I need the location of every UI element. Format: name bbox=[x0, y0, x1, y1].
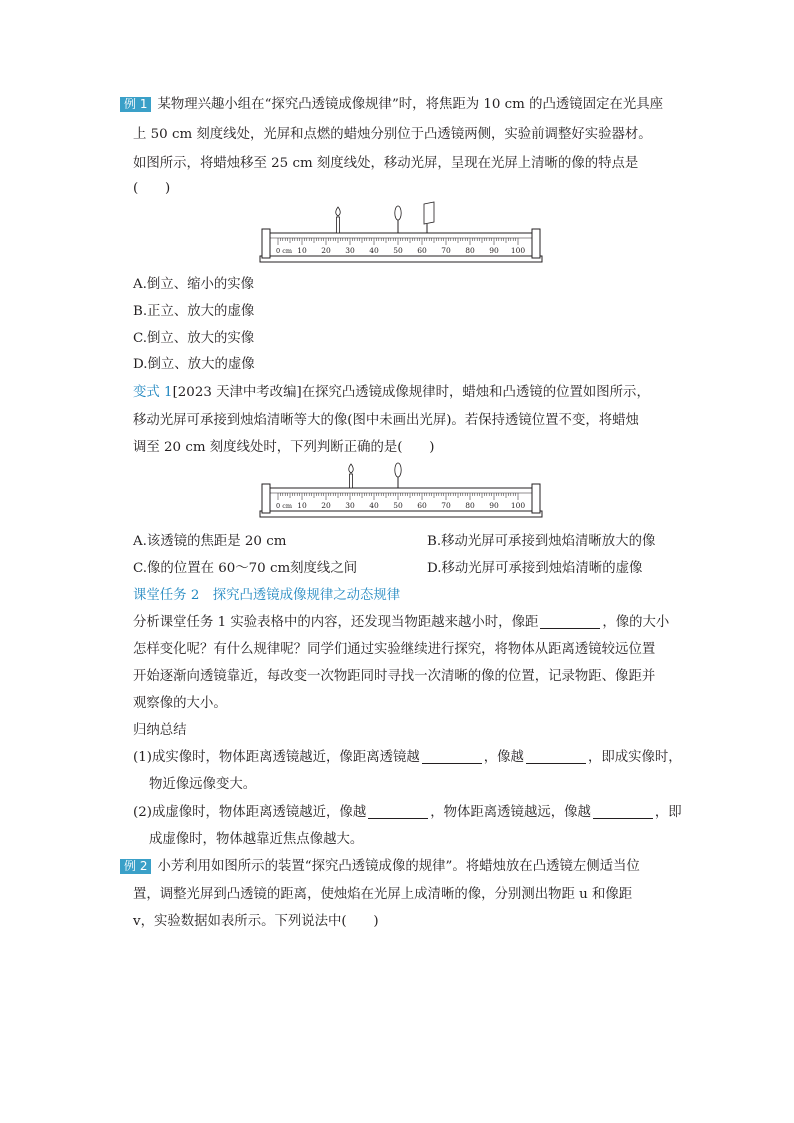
optical-bench-figure-1 bbox=[258, 200, 548, 270]
answer-blank[interactable] bbox=[368, 804, 428, 819]
example2-label: 例 2 bbox=[120, 859, 151, 874]
ruler-tick-label: 0 cm bbox=[276, 247, 293, 255]
ruler-tick-label: 40 bbox=[369, 246, 379, 255]
ruler-tick-label: 20 bbox=[321, 501, 331, 510]
ruler-tick-label: 90 bbox=[489, 501, 499, 510]
ruler-tick-label: 40 bbox=[369, 501, 379, 510]
summary-item-2: (2)成虚像时，物体距离透镜越近，像越 ，物体距离透镜越远，像越 ，即 bbox=[133, 805, 682, 820]
example1-option-d: D.倒立、放大的虚像 bbox=[133, 357, 255, 372]
variant1-line1: 变式 1[2023 天津中考改编]在探究凸透镜成像规律时，蜡烛和凸透镜的位置如图所示， bbox=[133, 385, 650, 400]
example1-label: 例 1 bbox=[120, 97, 151, 112]
convex-lens-icon bbox=[395, 206, 401, 233]
variant1-label: 变式 1 bbox=[133, 385, 173, 400]
light-screen-icon bbox=[424, 202, 434, 233]
example2-line2: 置，调整光屏到凸透镜的距离，使烛焰在光屏上成清晰的像，分别测出物距 u 和像距 bbox=[133, 887, 633, 902]
summary-item-1-cont: 物近像远像变大。 bbox=[149, 777, 257, 792]
ruler-tick-label: 30 bbox=[345, 501, 355, 510]
optical-bench-figure-2 bbox=[258, 460, 548, 524]
ruler-tick-label: 70 bbox=[441, 501, 451, 510]
variant1-option-d: D.移动光屏可承接到烛焰清晰的虚像 bbox=[427, 561, 643, 576]
summary-heading: 归纳总结 bbox=[133, 723, 187, 738]
candle-icon bbox=[349, 464, 354, 488]
task2-paragraph-line2: 怎样变化呢？有什么规律呢？同学们通过实验继续进行探究，将物体从距离透镜较远位置 bbox=[133, 642, 656, 657]
ruler-tick-label: 10 bbox=[297, 246, 307, 255]
example1-line3: 如图所示，将蜡烛移至 25 cm 刻度线处，移动光屏，呈现在光屏上清晰的像的特点是 bbox=[133, 156, 639, 171]
answer-blank[interactable] bbox=[526, 749, 586, 764]
example1-option-b: B.正立、放大的虚像 bbox=[133, 304, 255, 319]
variant1-option-c: C.像的位置在 60～70 cm刻度线之间 bbox=[133, 561, 358, 576]
answer-blank[interactable] bbox=[540, 614, 600, 629]
ruler-tick-label: 100 bbox=[510, 246, 526, 255]
ruler-tick-label: 60 bbox=[417, 246, 427, 255]
ruler-tick-label: 30 bbox=[345, 246, 355, 255]
example1-option-c: C.倒立、放大的实像 bbox=[133, 331, 255, 346]
ruler-tick-label: 80 bbox=[465, 501, 475, 510]
task2-paragraph-line4: 观察像的大小。 bbox=[133, 696, 227, 711]
example2-line1: 例 2 小芳利用如图所示的装置“探究凸透镜成像的规律”。将蜡烛放在凸透镜左侧适当位 bbox=[120, 858, 640, 876]
ruler-tick-label: 50 bbox=[393, 501, 403, 510]
summary-item-2-cont: 成虚像时，物体越靠近焦点像越大。 bbox=[149, 832, 364, 847]
variant1-option-b: B.移动光屏可承接到烛焰清晰放大的像 bbox=[427, 534, 656, 549]
variant1-line2: 移动光屏可承接到烛焰清晰等大的像(图中未画出光屏)。若保持透镜位置不变，将蜡烛 bbox=[133, 413, 639, 428]
example1-line4: ( ) bbox=[133, 181, 171, 196]
task2-paragraph-line1: 分析课堂任务 1 实验表格中的内容，还发现当物距越来越小时，像距 ，像的大小 bbox=[133, 615, 670, 630]
ruler-tick-label: 100 bbox=[510, 501, 526, 510]
task2-paragraph-line3: 开始逐渐向透镜靠近，每改变一次物距同时寻找一次清晰的像的位置，记录物距、像距并 bbox=[133, 669, 656, 684]
variant1-option-a: A.该透镜的焦距是 20 cm bbox=[133, 534, 287, 549]
ruler-tick-label: 60 bbox=[417, 501, 427, 510]
candle-icon bbox=[336, 207, 341, 233]
task2-title: 课堂任务 2 探究凸透镜成像规律之动态规律 bbox=[133, 588, 401, 603]
ruler-tick-label: 10 bbox=[297, 501, 307, 510]
example1-option-a: A.倒立、缩小的实像 bbox=[133, 277, 255, 292]
variant1-line3: 调至 20 cm 刻度线处时，下列判断正确的是( ) bbox=[133, 440, 435, 455]
example1-line2: 上 50 cm 刻度线处，光屏和点燃的蜡烛分别位于凸透镜两侧，实验前调整好实验器材。 bbox=[133, 127, 652, 142]
summary-item-1: (1)成实像时，物体距离透镜越近，像距离透镜越 ，像越 ，即成实像时， bbox=[133, 750, 682, 765]
answer-blank[interactable] bbox=[422, 749, 482, 764]
convex-lens-icon bbox=[395, 463, 401, 488]
example2-line3: v，实验数据如表所示。下列说法中( ) bbox=[133, 914, 379, 929]
example1-line1: 例 1 某物理兴趣小组在“探究凸透镜成像规律”时，将焦距为 10 cm 的凸透镜固定在光具座 bbox=[120, 96, 663, 114]
ruler-tick-label: 90 bbox=[489, 246, 499, 255]
ruler-tick-label: 0 cm bbox=[276, 502, 293, 510]
ruler-tick-label: 20 bbox=[321, 246, 331, 255]
ruler-tick-label: 50 bbox=[393, 246, 403, 255]
answer-blank[interactable] bbox=[593, 804, 653, 819]
ruler-tick-label: 80 bbox=[465, 246, 475, 255]
ruler-tick-label: 70 bbox=[441, 246, 451, 255]
